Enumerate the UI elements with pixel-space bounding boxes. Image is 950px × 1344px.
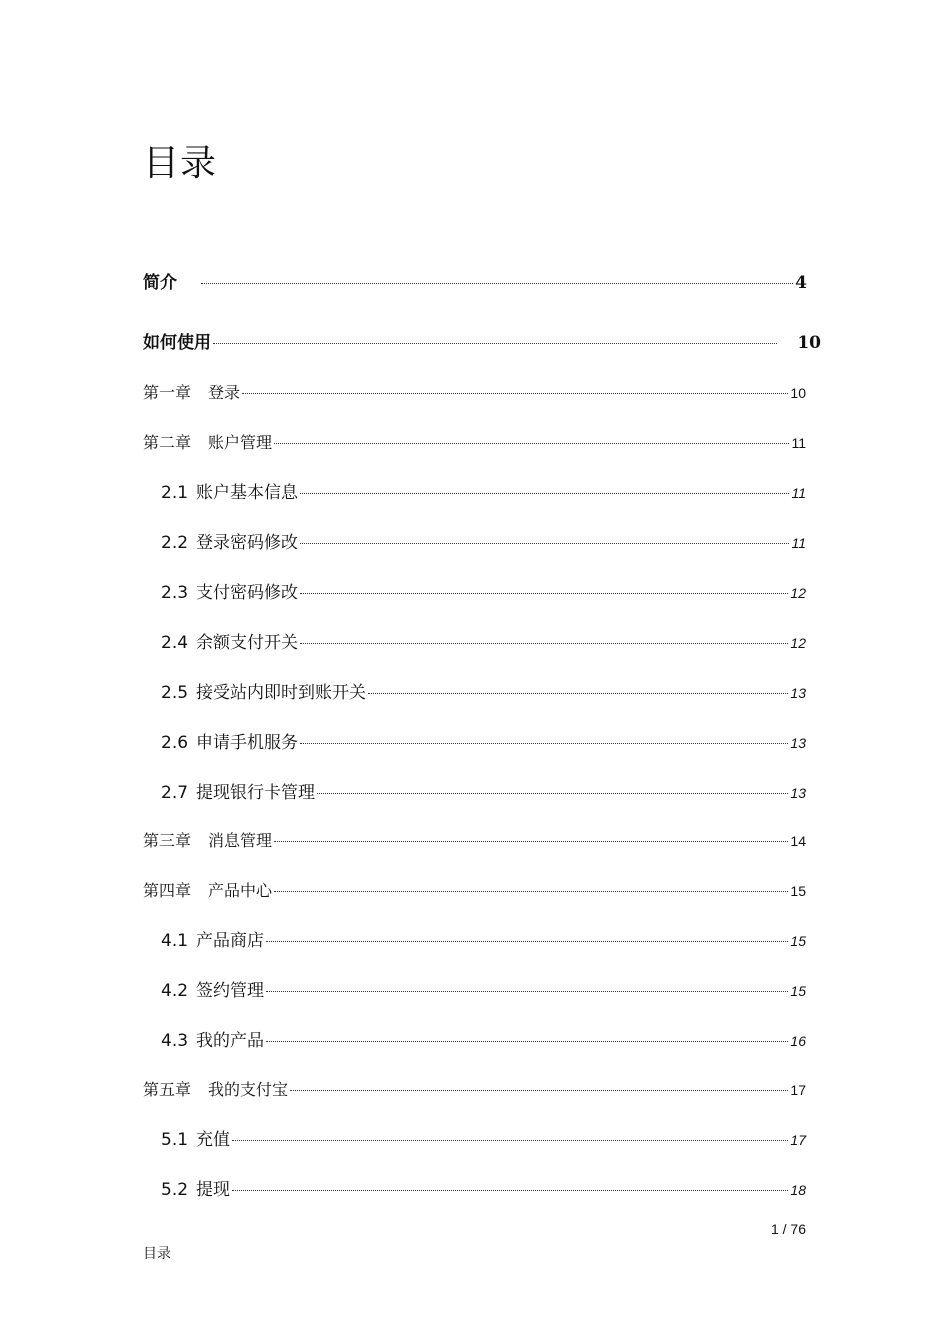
- toc-page-number: 17: [790, 1132, 806, 1148]
- toc-entry-label: [161, 926, 264, 951]
- toc-entry-section-2-1[interactable]: [161, 478, 806, 503]
- toc-entry-label: [143, 878, 272, 901]
- toc-page-number: 10: [797, 333, 821, 353]
- toc-dot-leader: [274, 841, 788, 842]
- toc-dot-leader: [232, 1140, 788, 1141]
- toc-entry-section-4-1[interactable]: [161, 926, 806, 951]
- toc-entry-label: 简介: [143, 273, 177, 293]
- toc-page-number: 13: [790, 685, 806, 701]
- section-title: 提现银行卡管理: [196, 783, 316, 803]
- toc-entry-section-4-2[interactable]: [161, 976, 806, 1001]
- toc-entry-label: [161, 1125, 230, 1150]
- toc-dot-leader: [300, 743, 788, 744]
- toc-entry-section-2-7[interactable]: [161, 778, 806, 803]
- toc-dot-leader: [368, 693, 788, 694]
- section-title: 我的产品: [196, 1031, 265, 1051]
- chapter-title: 登录: [208, 383, 241, 402]
- section-title: 账户基本信息: [196, 483, 299, 503]
- footer-title: 目录: [143, 1246, 171, 1262]
- toc-dot-leader: [300, 643, 788, 644]
- section-title: 接受站内即时到账开关: [196, 683, 367, 703]
- section-number: 4.2: [161, 981, 189, 1001]
- section-number: 2.4: [161, 633, 189, 653]
- chapter-title: 产品中心: [208, 881, 273, 900]
- section-title: 产品商店: [196, 931, 265, 951]
- toc-entry-label: [161, 678, 366, 703]
- toc-page-number: 10: [790, 385, 806, 401]
- toc-page-number: 15: [790, 883, 806, 899]
- chapter-number: 第三章: [143, 831, 192, 850]
- toc-page-number: 13: [790, 735, 806, 751]
- toc-entry-section-2-2[interactable]: [161, 528, 806, 553]
- section-title: 签约管理: [196, 981, 265, 1001]
- section-title: 充值: [196, 1130, 231, 1150]
- toc-dot-leader: [201, 283, 793, 284]
- toc-dot-leader: [266, 1041, 788, 1042]
- toc-entry-label: [161, 728, 298, 753]
- toc-page-number: 12: [790, 635, 806, 651]
- section-number: 2.7: [161, 783, 189, 803]
- section-title: 余额支付开关: [196, 633, 299, 653]
- chapter-number: 第二章: [143, 433, 192, 452]
- chapter-number: 第四章: [143, 881, 192, 900]
- toc-entry-label: [161, 1026, 264, 1051]
- toc-page-number: 13: [790, 785, 806, 801]
- toc-dot-leader: [274, 891, 788, 892]
- toc-dot-leader: [300, 493, 789, 494]
- toc-entry-how-to-use[interactable]: [143, 328, 821, 353]
- section-number: 2.6: [161, 733, 189, 753]
- toc-dot-leader: [266, 991, 788, 992]
- toc-page-number: 17: [790, 1082, 806, 1098]
- toc-entry-section-5-1[interactable]: [161, 1125, 806, 1150]
- toc-dot-leader: [232, 1190, 788, 1191]
- toc-dot-leader: [274, 443, 789, 444]
- section-number: 2.2: [161, 533, 189, 553]
- toc-entry-label: [143, 1077, 288, 1100]
- chapter-number: 第五章: [143, 1080, 192, 1099]
- section-number: 2.5: [161, 683, 189, 703]
- toc-entry-chapter-4[interactable]: [143, 878, 806, 901]
- section-number: 2.3: [161, 583, 189, 603]
- toc-entry-chapter-5[interactable]: [143, 1077, 806, 1100]
- chapter-number: 第一章: [143, 383, 192, 402]
- toc-page-number: 11: [791, 485, 806, 501]
- section-number: 5.2: [161, 1180, 189, 1200]
- section-title: 登录密码修改: [196, 533, 299, 553]
- section-title: 支付密码修改: [196, 583, 299, 603]
- toc-entry-label: [161, 1175, 230, 1200]
- toc-dot-leader: [213, 343, 777, 344]
- toc-dot-leader: [300, 593, 788, 594]
- toc-entry-chapter-1[interactable]: [143, 380, 806, 403]
- section-title: 提现: [196, 1180, 231, 1200]
- toc-entry-section-2-3[interactable]: [161, 578, 806, 603]
- toc-entry-label: [161, 578, 298, 603]
- toc-entry-label: [143, 380, 240, 403]
- toc-dot-leader: [290, 1090, 788, 1091]
- toc-entry-label: [161, 478, 298, 503]
- toc-entry-label: [161, 628, 298, 653]
- chapter-title: 账户管理: [208, 433, 273, 452]
- toc-entry-label: [143, 828, 272, 851]
- footer-page-number: 1 / 76: [770, 1221, 806, 1237]
- section-number: 4.1: [161, 931, 189, 951]
- chapter-title: 消息管理: [208, 831, 273, 850]
- toc-entry-section-2-5[interactable]: [161, 678, 806, 703]
- section-number: 5.1: [161, 1130, 189, 1150]
- toc-dot-leader: [266, 941, 788, 942]
- section-title: 申请手机服务: [196, 733, 299, 753]
- toc-entry-label: [161, 976, 264, 1001]
- toc-entry-label: 如何使用: [143, 333, 211, 353]
- toc-entry-chapter-2[interactable]: [143, 430, 806, 453]
- toc-page-number: 16: [790, 1033, 806, 1049]
- toc-page-number: 12: [790, 585, 806, 601]
- toc-entry-section-2-4[interactable]: [161, 628, 806, 653]
- toc-entry-section-2-6[interactable]: [161, 728, 806, 753]
- toc-entry-label: [161, 778, 315, 803]
- toc-entry-label: [143, 430, 272, 453]
- toc-page-number: 18: [790, 1182, 806, 1198]
- toc-page-number: 11: [791, 535, 806, 551]
- toc-entry-section-4-3[interactable]: [161, 1026, 806, 1051]
- toc-entry-intro[interactable]: [143, 268, 807, 293]
- toc-page-number: 15: [790, 933, 806, 949]
- toc-page-number: 14: [790, 833, 806, 849]
- toc-dot-leader: [317, 793, 788, 794]
- toc-dot-leader: [300, 543, 789, 544]
- chapter-title: 我的支付宝: [208, 1080, 289, 1099]
- page-title: 目录: [143, 143, 218, 185]
- toc-entry-section-5-2[interactable]: [161, 1175, 806, 1200]
- toc-page-number: 11: [791, 435, 806, 451]
- section-number: 2.1: [161, 483, 189, 503]
- toc-page-number: 15: [790, 983, 806, 999]
- toc-page-number: 4: [795, 273, 807, 293]
- section-number: 4.3: [161, 1031, 189, 1051]
- toc-entry-label: [161, 528, 298, 553]
- toc-dot-leader: [242, 393, 788, 394]
- toc-entry-chapter-3[interactable]: [143, 828, 806, 851]
